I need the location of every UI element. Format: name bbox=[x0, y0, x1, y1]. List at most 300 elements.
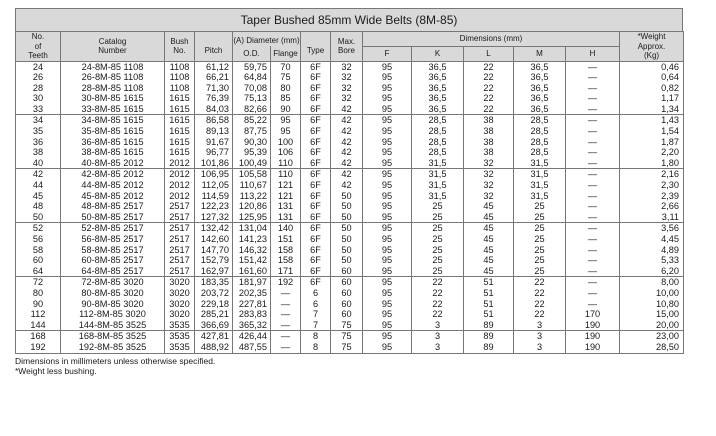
row-group bbox=[16, 169, 684, 223]
od-cell: 82,66 bbox=[233, 104, 271, 115]
pitch-cell: 114,59 bbox=[195, 191, 233, 202]
bush-cell: 1108 bbox=[165, 61, 195, 72]
table-row bbox=[16, 331, 684, 342]
table-row bbox=[16, 72, 684, 83]
teeth-cell: 60 bbox=[32, 255, 44, 266]
table-row bbox=[16, 137, 684, 148]
type-cell: 6F bbox=[301, 234, 331, 245]
header-od: O.D. bbox=[233, 46, 271, 61]
weight-cell: 20,00 bbox=[656, 319, 679, 330]
l-cell: 38 bbox=[464, 137, 514, 148]
f-cell: 95 bbox=[363, 104, 412, 115]
max-bore-cell: 50 bbox=[331, 245, 363, 256]
h-cell: — bbox=[566, 255, 620, 266]
pitch-cell: 162,97 bbox=[195, 266, 233, 277]
f-cell: 95 bbox=[363, 309, 412, 320]
row-group bbox=[16, 331, 684, 353]
pitch-cell: 112,05 bbox=[195, 180, 233, 191]
l-cell: 45 bbox=[464, 245, 514, 256]
m-cell: 36,5 bbox=[514, 104, 566, 115]
flange-cell: — bbox=[271, 299, 301, 310]
flange-cell: 85 bbox=[271, 93, 301, 104]
table-row bbox=[16, 223, 684, 234]
l-cell: 22 bbox=[464, 61, 514, 72]
k-cell: 25 bbox=[412, 245, 464, 256]
type-cell: 6F bbox=[301, 158, 331, 169]
table-row bbox=[16, 309, 684, 320]
m-cell: 28,5 bbox=[514, 126, 566, 137]
f-cell: 95 bbox=[363, 201, 412, 212]
l-cell: 22 bbox=[464, 83, 514, 94]
belt-spec-table bbox=[15, 31, 684, 354]
h-cell: — bbox=[566, 61, 620, 72]
od-cell: 100,49 bbox=[233, 158, 271, 169]
catalog-table-container bbox=[15, 8, 683, 377]
f-cell: 95 bbox=[363, 212, 412, 223]
f-cell: 95 bbox=[363, 266, 412, 277]
m-cell: 25 bbox=[514, 201, 566, 212]
od-cell: 181,97 bbox=[233, 277, 271, 288]
type-cell: 6F bbox=[301, 126, 331, 137]
flange-cell: — bbox=[271, 342, 301, 353]
catalog-number-cell: 60-8M-85 2517 bbox=[61, 255, 165, 266]
od-cell: 90,30 bbox=[233, 137, 271, 148]
flange-cell: 192 bbox=[271, 277, 301, 288]
table-row bbox=[16, 158, 684, 169]
type-cell: 7 bbox=[301, 309, 331, 320]
max-bore-cell: 50 bbox=[331, 255, 363, 266]
m-cell: 3 bbox=[514, 320, 566, 331]
catalog-number-cell: 144-8M-85 3525 bbox=[61, 320, 165, 331]
f-cell: 95 bbox=[363, 137, 412, 148]
teeth-cell: 24 bbox=[16, 61, 61, 72]
max-bore-cell: 42 bbox=[331, 126, 363, 137]
weight-cell: 10,80 bbox=[656, 298, 679, 309]
k-cell: 22 bbox=[412, 277, 464, 288]
od-cell: 426,44 bbox=[233, 331, 271, 342]
teeth-cell: 36 bbox=[32, 136, 44, 147]
catalog-number-cell: 35-8M-85 1615 bbox=[61, 126, 165, 137]
type-cell: 6F bbox=[301, 169, 331, 180]
l-cell: 22 bbox=[464, 72, 514, 83]
table-row bbox=[16, 104, 684, 115]
teeth-cell: 168 bbox=[16, 331, 61, 342]
m-cell: 25 bbox=[514, 245, 566, 256]
flange-cell: 95 bbox=[271, 126, 301, 137]
teeth-cell: 112 bbox=[30, 309, 46, 320]
f-cell: 95 bbox=[363, 169, 412, 180]
weight-cell: 5,33 bbox=[661, 255, 679, 266]
teeth-cell: 42 bbox=[16, 169, 61, 180]
header-bush-no: Bush No. bbox=[165, 32, 195, 62]
type-cell: 8 bbox=[301, 342, 331, 353]
h-cell: — bbox=[566, 104, 620, 115]
teeth-cell: 80 bbox=[32, 287, 44, 298]
k-cell: 36,5 bbox=[412, 61, 464, 72]
bush-cell: 3535 bbox=[165, 331, 195, 342]
f-cell: 95 bbox=[363, 255, 412, 266]
catalog-number-cell: 168-8M-85 3525 bbox=[61, 331, 165, 342]
k-cell: 22 bbox=[412, 299, 464, 310]
type-cell: 6F bbox=[301, 245, 331, 256]
header-catalog-number: Catalog Number bbox=[61, 32, 165, 62]
bush-cell: 1615 bbox=[165, 93, 195, 104]
max-bore-cell: 60 bbox=[331, 299, 363, 310]
h-cell: 170 bbox=[566, 309, 620, 320]
catalog-number-cell: 48-8M-85 2517 bbox=[61, 201, 165, 212]
weight-cell: 1,80 bbox=[661, 157, 679, 168]
header-k: K bbox=[412, 46, 464, 61]
od-cell: 161,60 bbox=[233, 266, 271, 277]
type-cell: 6F bbox=[301, 180, 331, 191]
l-cell: 45 bbox=[464, 234, 514, 245]
pitch-cell: 91,67 bbox=[195, 137, 233, 148]
k-cell: 25 bbox=[412, 234, 464, 245]
k-cell: 31,5 bbox=[412, 191, 464, 202]
table-row bbox=[16, 61, 684, 72]
k-cell: 25 bbox=[412, 212, 464, 223]
od-cell: 120,86 bbox=[233, 201, 271, 212]
weight-cell: 6,20 bbox=[661, 265, 679, 276]
table-row bbox=[16, 342, 684, 353]
m-cell: 22 bbox=[514, 288, 566, 299]
k-cell: 36,5 bbox=[412, 83, 464, 94]
catalog-number-cell: 30-8M-85 1615 bbox=[61, 93, 165, 104]
pitch-cell: 366,69 bbox=[195, 320, 233, 331]
catalog-number-cell: 90-8M-85 3020 bbox=[61, 299, 165, 310]
teeth-cell: 28 bbox=[32, 82, 44, 93]
m-cell: 28,5 bbox=[514, 137, 566, 148]
bush-cell: 2517 bbox=[165, 245, 195, 256]
f-cell: 95 bbox=[363, 342, 412, 353]
teeth-cell: 34 bbox=[16, 115, 61, 126]
od-cell: 487,55 bbox=[233, 342, 271, 353]
table-row bbox=[16, 147, 684, 158]
type-cell: 8 bbox=[301, 331, 331, 342]
f-cell: 95 bbox=[363, 93, 412, 104]
k-cell: 36,5 bbox=[412, 72, 464, 83]
max-bore-cell: 42 bbox=[331, 169, 363, 180]
l-cell: 51 bbox=[464, 288, 514, 299]
k-cell: 25 bbox=[412, 201, 464, 212]
table-row bbox=[16, 212, 684, 223]
od-cell: 95,39 bbox=[233, 147, 271, 158]
k-cell: 28,5 bbox=[412, 115, 464, 126]
pitch-cell: 152,79 bbox=[195, 255, 233, 266]
table-row bbox=[16, 93, 684, 104]
type-cell: 6 bbox=[301, 299, 331, 310]
teeth-cell: 38 bbox=[32, 147, 44, 158]
k-cell: 31,5 bbox=[412, 180, 464, 191]
teeth-cell: 144 bbox=[30, 319, 46, 330]
h-cell: — bbox=[566, 137, 620, 148]
bush-cell: 1615 bbox=[165, 115, 195, 126]
header-h: H bbox=[566, 46, 620, 61]
f-cell: 95 bbox=[363, 115, 412, 126]
k-cell: 36,5 bbox=[412, 93, 464, 104]
weight-cell: 28,50 bbox=[656, 341, 679, 352]
pitch-cell: 122,23 bbox=[195, 201, 233, 212]
l-cell: 38 bbox=[464, 126, 514, 137]
f-cell: 95 bbox=[363, 147, 412, 158]
k-cell: 25 bbox=[412, 255, 464, 266]
m-cell: 25 bbox=[514, 234, 566, 245]
h-cell: 190 bbox=[566, 342, 620, 353]
od-cell: 131,04 bbox=[233, 223, 271, 234]
max-bore-cell: 32 bbox=[331, 61, 363, 72]
f-cell: 95 bbox=[363, 83, 412, 94]
type-cell: 6F bbox=[301, 61, 331, 72]
row-group bbox=[16, 61, 684, 115]
type-cell: 6 bbox=[301, 288, 331, 299]
h-cell: — bbox=[566, 158, 620, 169]
k-cell: 31,5 bbox=[412, 169, 464, 180]
type-cell: 6F bbox=[301, 147, 331, 158]
m-cell: 36,5 bbox=[514, 61, 566, 72]
h-cell: — bbox=[566, 277, 620, 288]
f-cell: 95 bbox=[363, 223, 412, 234]
max-bore-cell: 32 bbox=[331, 72, 363, 83]
pitch-cell: 132,42 bbox=[195, 223, 233, 234]
teeth-cell: 48 bbox=[32, 201, 44, 212]
max-bore-cell: 60 bbox=[331, 288, 363, 299]
k-cell: 28,5 bbox=[412, 147, 464, 158]
max-bore-cell: 75 bbox=[331, 342, 363, 353]
table-row bbox=[16, 126, 684, 137]
k-cell: 28,5 bbox=[412, 137, 464, 148]
max-bore-cell: 42 bbox=[331, 115, 363, 126]
catalog-number-cell: 36-8M-85 1615 bbox=[61, 137, 165, 148]
table-row bbox=[16, 169, 684, 180]
teeth-cell: 56 bbox=[32, 234, 44, 244]
teeth-cell: 40 bbox=[32, 157, 44, 168]
k-cell: 25 bbox=[412, 266, 464, 277]
h-cell: — bbox=[566, 245, 620, 256]
table-row bbox=[16, 299, 684, 310]
od-cell: 365,32 bbox=[233, 320, 271, 331]
h-cell: — bbox=[566, 234, 620, 245]
weight-cell: 15,00 bbox=[656, 309, 679, 320]
f-cell: 95 bbox=[363, 126, 412, 137]
catalog-number-cell: 24-8M-85 1108 bbox=[61, 61, 165, 72]
header-weight: *Weight Approx. (Kg) bbox=[620, 32, 684, 62]
weight-cell: 1,17 bbox=[661, 93, 679, 104]
weight-cell: 1,54 bbox=[661, 126, 679, 137]
catalog-number-cell: 26-8M-85 1108 bbox=[61, 72, 165, 83]
od-cell: 202,35 bbox=[233, 288, 271, 299]
catalog-number-cell: 64-8M-85 2517 bbox=[61, 266, 165, 277]
flange-cell: 121 bbox=[271, 180, 301, 191]
type-cell: 6F bbox=[301, 223, 331, 234]
bush-cell: 2012 bbox=[165, 158, 195, 169]
m-cell: 25 bbox=[514, 255, 566, 266]
pitch-cell: 142,60 bbox=[195, 234, 233, 245]
f-cell: 95 bbox=[363, 191, 412, 202]
header-diameter-group: (A) Diameter (mm) bbox=[233, 32, 301, 47]
m-cell: 31,5 bbox=[514, 158, 566, 169]
flange-cell: 75 bbox=[271, 72, 301, 83]
bush-cell: 2517 bbox=[165, 223, 195, 234]
pitch-cell: 183,35 bbox=[195, 277, 233, 288]
table-row bbox=[16, 83, 684, 94]
row-group bbox=[16, 115, 684, 169]
header-type: Type bbox=[301, 32, 331, 62]
header-dimensions-group: Dimensions (mm) bbox=[363, 32, 620, 47]
m-cell: 3 bbox=[514, 331, 566, 342]
f-cell: 95 bbox=[363, 61, 412, 72]
bush-cell: 1108 bbox=[165, 72, 195, 83]
l-cell: 45 bbox=[464, 212, 514, 223]
flange-cell: — bbox=[271, 309, 301, 320]
catalog-number-cell: 72-8M-85 3020 bbox=[61, 277, 165, 288]
catalog-number-cell: 58-8M-85 2517 bbox=[61, 245, 165, 256]
pitch-cell: 71,30 bbox=[195, 83, 233, 94]
table-row bbox=[16, 277, 684, 288]
header-f: F bbox=[363, 46, 412, 61]
k-cell: 36,5 bbox=[412, 104, 464, 115]
max-bore-cell: 75 bbox=[331, 331, 363, 342]
bush-cell: 1615 bbox=[165, 137, 195, 148]
header-pitch: Pitch bbox=[195, 32, 233, 62]
f-cell: 95 bbox=[363, 288, 412, 299]
flange-cell: 70 bbox=[271, 61, 301, 72]
f-cell: 95 bbox=[363, 72, 412, 83]
od-cell: 85,22 bbox=[233, 115, 271, 126]
max-bore-cell: 60 bbox=[331, 266, 363, 277]
table-header bbox=[16, 32, 684, 62]
l-cell: 38 bbox=[464, 147, 514, 158]
catalog-number-cell: 52-8M-85 2517 bbox=[61, 223, 165, 234]
pitch-cell: 106,95 bbox=[195, 169, 233, 180]
header-max-bore: Max. Bore bbox=[331, 32, 363, 62]
flange-cell: — bbox=[271, 320, 301, 331]
m-cell: 31,5 bbox=[514, 169, 566, 180]
teeth-cell: 45 bbox=[32, 190, 44, 201]
bush-cell: 1108 bbox=[165, 83, 195, 94]
h-cell: — bbox=[566, 212, 620, 223]
m-cell: 28,5 bbox=[514, 147, 566, 158]
od-cell: 146,32 bbox=[233, 245, 271, 256]
max-bore-cell: 32 bbox=[331, 83, 363, 94]
l-cell: 32 bbox=[464, 169, 514, 180]
table-notes bbox=[15, 356, 683, 377]
teeth-cell: 52 bbox=[16, 223, 61, 234]
f-cell: 95 bbox=[363, 234, 412, 245]
table-row bbox=[16, 191, 684, 202]
weight-cell: 0,64 bbox=[661, 72, 679, 83]
k-cell: 3 bbox=[412, 342, 464, 353]
teeth-cell: 30 bbox=[32, 93, 44, 104]
teeth-cell: 192 bbox=[30, 341, 46, 352]
teeth-cell: 90 bbox=[32, 298, 44, 309]
teeth-cell: 26 bbox=[32, 72, 44, 83]
m-cell: 22 bbox=[514, 277, 566, 288]
weight-cell: 0,46 bbox=[620, 61, 684, 72]
m-cell: 31,5 bbox=[514, 180, 566, 191]
max-bore-cell: 50 bbox=[331, 223, 363, 234]
weight-cell: 1,34 bbox=[661, 103, 679, 114]
k-cell: 31,5 bbox=[412, 158, 464, 169]
catalog-number-cell: 112-8M-85 3020 bbox=[61, 309, 165, 320]
pitch-cell: 96,77 bbox=[195, 147, 233, 158]
teeth-cell: 50 bbox=[32, 211, 44, 222]
header-teeth: No. of Teeth bbox=[16, 32, 61, 62]
bush-cell: 3020 bbox=[165, 277, 195, 288]
weight-cell: 0,82 bbox=[661, 82, 679, 93]
bush-cell: 2012 bbox=[165, 191, 195, 202]
f-cell: 95 bbox=[363, 245, 412, 256]
pitch-cell: 66,21 bbox=[195, 72, 233, 83]
table-row bbox=[16, 255, 684, 266]
l-cell: 38 bbox=[464, 115, 514, 126]
h-cell: 190 bbox=[566, 331, 620, 342]
max-bore-cell: 50 bbox=[331, 212, 363, 223]
catalog-number-cell: 44-8M-85 2012 bbox=[61, 180, 165, 191]
l-cell: 22 bbox=[464, 93, 514, 104]
teeth-cell: 33 bbox=[32, 103, 44, 114]
od-cell: 70,08 bbox=[233, 83, 271, 94]
m-cell: 36,5 bbox=[514, 83, 566, 94]
teeth-cell: 64 bbox=[32, 265, 44, 276]
k-cell: 28,5 bbox=[412, 126, 464, 137]
f-cell: 95 bbox=[363, 320, 412, 331]
pitch-cell: 86,58 bbox=[195, 115, 233, 126]
l-cell: 45 bbox=[464, 255, 514, 266]
k-cell: 22 bbox=[412, 288, 464, 299]
weight-cell: 2,30 bbox=[661, 180, 679, 191]
pitch-cell: 84,03 bbox=[195, 104, 233, 115]
l-cell: 45 bbox=[464, 223, 514, 234]
max-bore-cell: 42 bbox=[331, 147, 363, 158]
k-cell: 3 bbox=[412, 320, 464, 331]
od-cell: 105,58 bbox=[233, 169, 271, 180]
weight-cell: 2,16 bbox=[620, 169, 684, 180]
pitch-cell: 203,72 bbox=[195, 288, 233, 299]
catalog-number-cell: 45-8M-85 2012 bbox=[61, 191, 165, 202]
catalog-number-cell: 42-8M-85 2012 bbox=[61, 169, 165, 180]
catalog-number-cell: 50-8M-85 2517 bbox=[61, 212, 165, 223]
h-cell: — bbox=[566, 191, 620, 202]
weight-cell: 3,56 bbox=[620, 223, 684, 234]
l-cell: 89 bbox=[464, 320, 514, 331]
l-cell: 89 bbox=[464, 331, 514, 342]
flange-cell: 158 bbox=[271, 245, 301, 256]
header-flange: Flange bbox=[271, 46, 301, 61]
catalog-number-cell: 33-8M-85 1615 bbox=[61, 104, 165, 115]
flange-cell: 95 bbox=[271, 115, 301, 126]
pitch-cell: 427,81 bbox=[195, 331, 233, 342]
type-cell: 6F bbox=[301, 212, 331, 223]
catalog-number-cell: 34-8M-85 1615 bbox=[61, 115, 165, 126]
row-group bbox=[16, 277, 684, 331]
max-bore-cell: 42 bbox=[331, 180, 363, 191]
weight-cell: 8,00 bbox=[620, 277, 684, 288]
type-cell: 6F bbox=[301, 255, 331, 266]
max-bore-cell: 60 bbox=[331, 277, 363, 288]
flange-cell: 90 bbox=[271, 104, 301, 115]
bush-cell: 3020 bbox=[165, 288, 195, 299]
od-cell: 75,13 bbox=[233, 93, 271, 104]
k-cell: 25 bbox=[412, 223, 464, 234]
pitch-cell: 285,21 bbox=[195, 309, 233, 320]
od-cell: 227,81 bbox=[233, 299, 271, 310]
flange-cell: 158 bbox=[271, 255, 301, 266]
table-row bbox=[16, 234, 684, 245]
flange-cell: 110 bbox=[271, 158, 301, 169]
l-cell: 89 bbox=[464, 342, 514, 353]
max-bore-cell: 50 bbox=[331, 191, 363, 202]
flange-cell: 131 bbox=[271, 201, 301, 212]
